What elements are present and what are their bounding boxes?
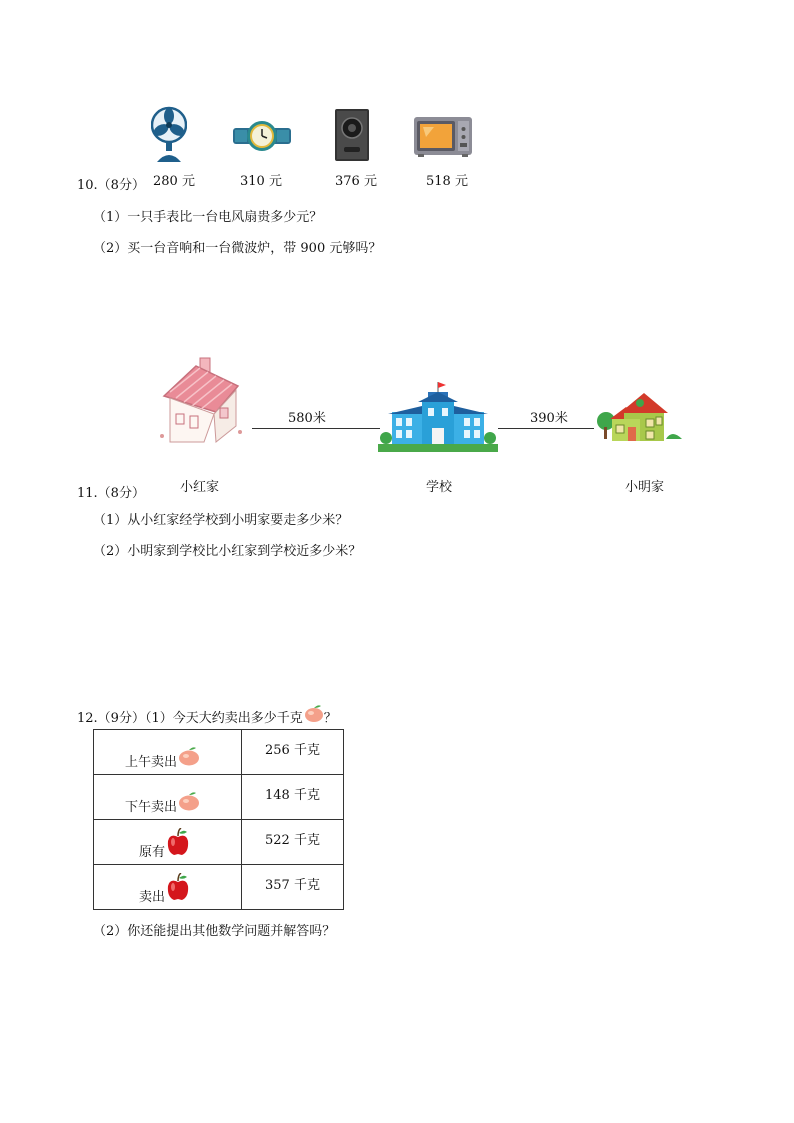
q12-number: 12.（9分） xyxy=(77,711,145,726)
apple-icon xyxy=(166,873,190,905)
peach-icon xyxy=(178,791,200,815)
table-cell: 357 千克 xyxy=(242,865,344,910)
watch-price: 310 元 xyxy=(240,174,282,189)
q10-sub1: （1）一只手表比一台电风扇贵多少元？ xyxy=(93,210,323,225)
wristwatch-icon xyxy=(233,119,291,153)
table-cell xyxy=(94,775,242,820)
microwave-icon xyxy=(414,117,472,157)
q11-sub2: （2）小明家到学校比小红家到学校近多少米？ xyxy=(93,544,362,559)
label-xiaoming-home: 小明家 xyxy=(625,480,665,495)
table-cell: 148 千克 xyxy=(242,775,344,820)
table-cell: 522 千克 xyxy=(242,820,344,865)
xiaoming-house-icon xyxy=(596,391,684,443)
q12-sub1-end: ？ xyxy=(323,711,337,726)
label-school: 学校 xyxy=(426,480,453,495)
q11-sub1: （1）从小红家经学校到小明家要走多少米？ xyxy=(93,513,349,528)
row-label: 上午卖出 xyxy=(125,755,178,770)
school-icon xyxy=(378,380,498,452)
q12-sub1: （1）今天大约卖出多少千克 xyxy=(144,711,303,726)
peach-icon xyxy=(304,704,324,726)
table-row xyxy=(94,865,344,910)
row-label: 卖出 xyxy=(139,890,166,905)
table-cell xyxy=(94,865,242,910)
table-cell xyxy=(94,730,242,775)
fan-price: 280 元 xyxy=(153,174,195,189)
table-row xyxy=(94,775,344,820)
q11-number: 11.（8分） xyxy=(77,486,145,501)
speaker-icon xyxy=(335,109,369,161)
q12-sub2: （2）你还能提出其他数学问题并解答吗？ xyxy=(93,924,336,939)
table-cell: 256 千克 xyxy=(242,730,344,775)
speaker-price: 376 元 xyxy=(335,174,377,189)
q12-heading xyxy=(77,704,337,726)
label-xiaohong-home: 小红家 xyxy=(180,480,220,495)
table-row xyxy=(94,820,344,865)
row-label: 下午卖出 xyxy=(125,800,178,815)
fruit-sales-table xyxy=(93,729,344,910)
microwave-price: 518 元 xyxy=(426,174,468,189)
electric-fan-icon xyxy=(151,106,187,162)
distance-580: 580米 xyxy=(288,411,326,426)
distance-390: 390米 xyxy=(530,411,568,426)
row-label: 原有 xyxy=(139,845,166,860)
table-row xyxy=(94,730,344,775)
peach-icon xyxy=(178,746,200,770)
road-xiaohong-school xyxy=(252,428,380,429)
table-cell xyxy=(94,820,242,865)
xiaohong-house-icon xyxy=(156,356,244,444)
q10-number: 10.（8分） xyxy=(77,178,145,193)
road-school-xiaoming xyxy=(498,428,594,429)
apple-icon xyxy=(166,828,190,860)
q10-sub2: （2）买一台音响和一台微波炉，带 900 元够吗？ xyxy=(93,241,382,256)
